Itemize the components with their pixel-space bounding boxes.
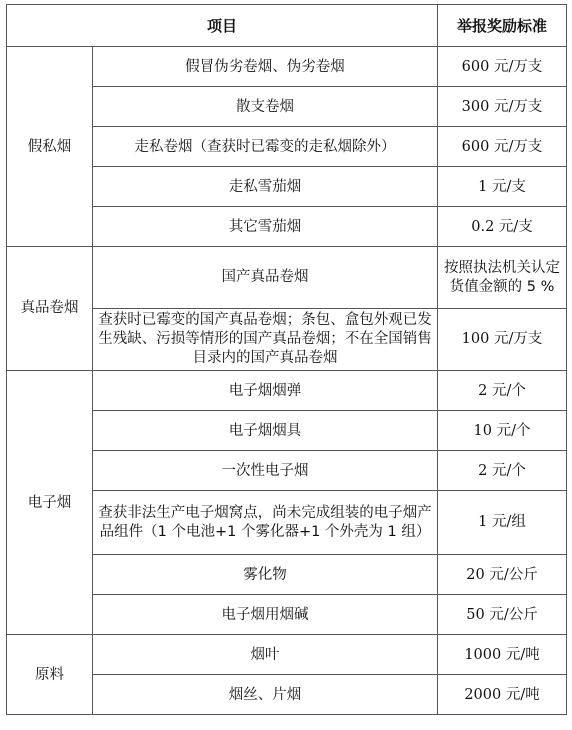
standard-cell: 1 元/组 — [438, 491, 567, 555]
item-cell: 散支卷烟 — [93, 87, 438, 127]
item-cell: 国产真品卷烟 — [93, 247, 438, 309]
category-cell: 真品卷烟 — [7, 247, 93, 371]
item-cell: 其它雪茄烟 — [93, 207, 438, 247]
table-row — [7, 371, 567, 411]
table-row — [7, 47, 567, 87]
standard-cell: 1 元/支 — [438, 167, 567, 207]
item-cell: 烟丝、片烟 — [93, 675, 438, 715]
header-standard: 举报奖励标准 — [438, 5, 567, 47]
item-cell: 假冒伪劣卷烟、伪劣卷烟 — [93, 47, 438, 87]
item-cell: 一次性电子烟 — [93, 451, 438, 491]
standard-cell: 20 元/公斤 — [438, 555, 567, 595]
item-cell: 电子烟用烟碱 — [93, 595, 438, 635]
standard-cell: 按照执法机关认定货值金额的 5 % — [438, 247, 567, 309]
standard-cell: 0.2 元/支 — [438, 207, 567, 247]
standard-cell: 10 元/个 — [438, 411, 567, 451]
item-cell: 雾化物 — [93, 555, 438, 595]
table-row — [7, 635, 567, 675]
item-cell: 烟叶 — [93, 635, 438, 675]
standard-cell: 2000 元/吨 — [438, 675, 567, 715]
standard-cell: 100 元/万支 — [438, 309, 567, 371]
reward-standard-table — [6, 4, 567, 715]
item-cell: 走私雪茄烟 — [93, 167, 438, 207]
item-cell: 电子烟烟具 — [93, 411, 438, 451]
standard-cell: 2 元/个 — [438, 371, 567, 411]
standard-cell: 600 元/万支 — [438, 47, 567, 87]
table-header-row — [7, 5, 567, 47]
category-cell: 假私烟 — [7, 47, 93, 247]
item-cell: 走私卷烟（查获时已霉变的走私烟除外） — [93, 127, 438, 167]
header-item: 项目 — [7, 5, 438, 47]
standard-cell: 1000 元/吨 — [438, 635, 567, 675]
standard-cell: 2 元/个 — [438, 451, 567, 491]
standard-cell: 50 元/公斤 — [438, 595, 567, 635]
item-cell: 查获时已霉变的国产真品卷烟；条包、盒包外观已发生残缺、污损等情形的国产真品卷烟；不在全国销售目录内的国产真品卷烟 — [93, 309, 438, 371]
item-cell: 查获非法生产电子烟窝点，尚未完成组装的电子烟产品组件（1 个电池+1 个雾化器+1 个外壳为 1 组） — [93, 491, 438, 555]
table-row — [7, 247, 567, 309]
category-cell: 原料 — [7, 635, 93, 715]
item-cell: 电子烟烟弹 — [93, 371, 438, 411]
standard-cell: 300 元/万支 — [438, 87, 567, 127]
category-cell: 电子烟 — [7, 371, 93, 635]
standard-cell: 600 元/万支 — [438, 127, 567, 167]
